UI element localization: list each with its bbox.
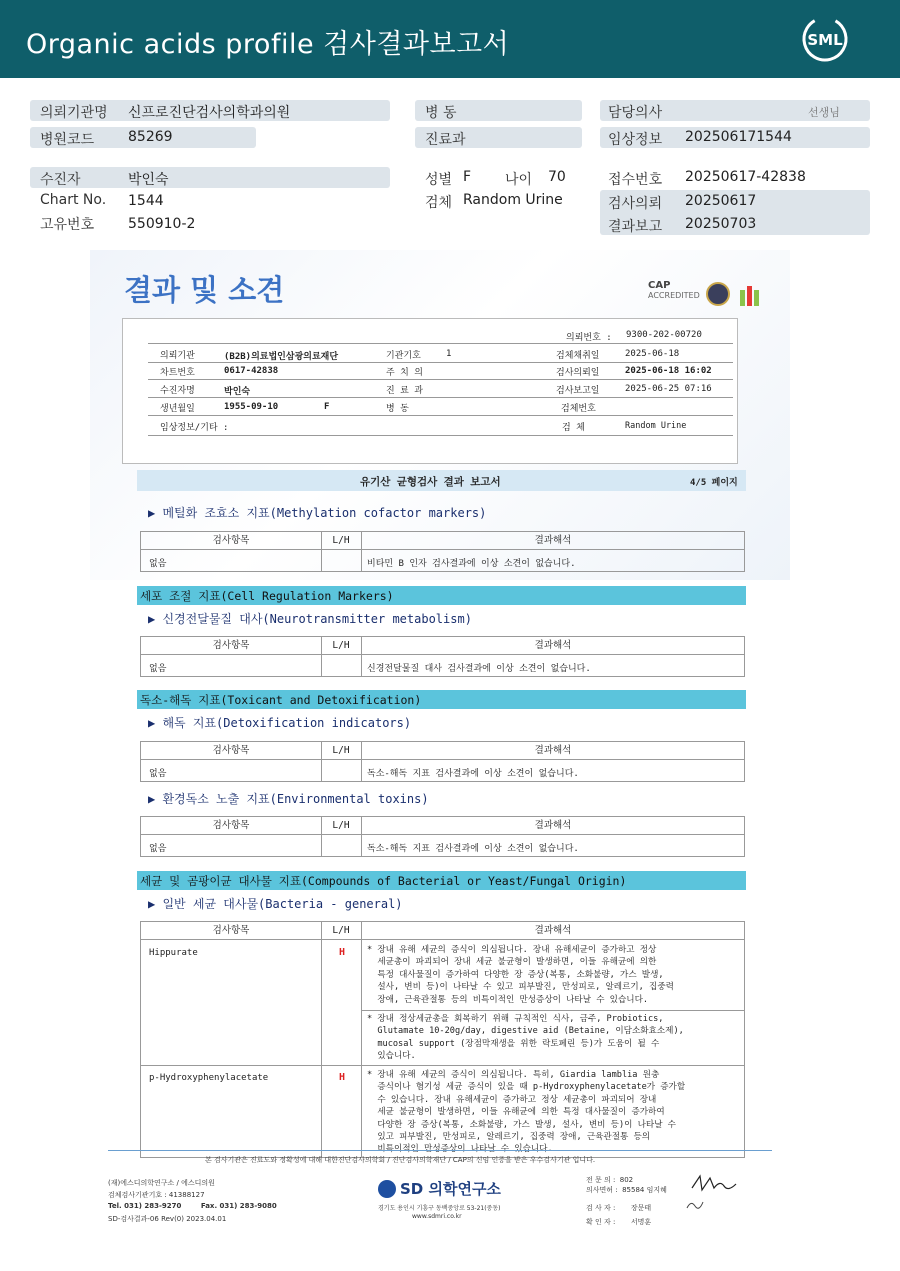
hpa-item: p-Hydroxyphenylacetate [149,1073,269,1083]
patient-value: 박인숙 [128,172,169,188]
row4-l3: 검체번호 [561,404,596,414]
rule [321,922,322,1157]
rule [141,939,744,940]
rule [361,817,362,856]
rule [141,654,744,655]
clinical-label: 임상정보 [608,132,663,148]
rule [141,549,744,550]
hosp-code-value: 85269 [128,129,173,145]
doctor-signature [690,1172,740,1194]
dept-label: 진료과 [425,132,466,148]
specimen-label: 검체 [425,195,453,211]
env-text: 독소-해독 지표 검사결과에 이상 소견이 없습니다. [367,844,579,854]
hippurate-item: Hippurate [149,948,198,958]
row3-v1: 박인숙 [224,387,251,397]
page-indicator: 4/5 페이지 [690,478,738,488]
row4-l1: 생년월일 [160,404,195,414]
hpa-flag: H [339,1072,346,1083]
rule [361,742,362,781]
cell-regulation-title: 세포 조절 지표(Cell Regulation Markers) [140,589,394,603]
hippurate-para2: * 장내 정상세균총을 회복하기 위해 규칙적인 식사, 금주, Probiotics, Glutamate 10-20g/day, digestive aid (Betaine, 이담소화효소제), mucosal support (장점막재생을 위한 락토페린 등)가 도움이 될 수 있습니다. [367,1014,684,1062]
bacteria-general-heading: ▶ 일반 세균 대사물(Bacteria - general) [148,897,403,911]
methylation-item: 없음 [149,559,167,569]
rule [321,532,322,571]
id-value: 550910-2 [128,216,196,232]
footer-notice: 본 검사기관은 진료도와 정확성에 대해 대한진단검사의학회 / 진단검사의학재단 / CAP의 신임 인증을 받은 우수검사기관 입니다. [205,1156,596,1164]
row3-l2: 진 료 과 [386,386,423,396]
chart-value: 1544 [128,193,164,209]
doctor-label: 담당의사 [608,105,663,121]
col-item: 검사항목 [212,535,250,546]
col-interp: 결과해석 [534,925,572,936]
neuro-heading: ▶ 신경전달물질 대사(Neurotransmitter metabolism) [148,612,472,626]
hosp-code-label: 병원코드 [40,132,95,148]
hippurate-flag: H [339,947,346,958]
neuro-text: 신경전달물질 대사 검사결과에 이상 소견이 없습니다. [367,664,591,674]
methylation-text: 비타민 B 인자 검사결과에 이상 소견이 없습니다. [367,559,576,569]
clinical-other-label: 임상정보/기타 : [160,423,229,433]
row2-l1: 차트번호 [160,368,195,378]
req-org-label: 의뢰기관명 [40,105,108,121]
row1-l1: 의뢰기관 [160,351,195,361]
receipt-value: 20250617-42838 [685,169,806,185]
col-interp: 결과해석 [534,745,572,756]
detox-item: 없음 [149,769,167,779]
toxicant-title: 독소-해독 지표(Toxicant and Detoxification) [140,693,422,707]
req-no-value: 9300-202-00720 [626,330,702,340]
footer-right-3: 검 사 자 : 장문태 [586,1204,652,1212]
req-no-label: 의뢰번호 : [566,333,612,343]
report-date-label: 결과보고 [608,219,663,235]
tester-signature [685,1198,705,1212]
rule [148,415,733,416]
row1-v1: (B2B)의료법인삼광의료재단 [224,352,339,362]
req-org-value: 신프로진단검사의학과의원 [128,105,291,121]
sd-logo-icon [378,1180,396,1198]
result-title: 결과 및 소견 [124,273,285,307]
env-item: 없음 [149,844,167,854]
hippurate-para1: * 장내 유해 세균의 증식이 의심됩니다. 장내 유해세균이 증가하고 정상 세균총이 파괴되어 장내 세균 불균형이 발생하면, 이들 유해균에 의한 특정 대사물질이 증가하여 다양한 장 증상(복통, 소화불량, 가스 발생, 설사, 변비 등)이 나타날 수 있고 피부발진, 만성피로, 알레르기, 집중력 장애, 근육관절통 등의 비특이적인 만성증상이 나타날 수 있습니다. [367,945,674,1005]
row3-l1: 수진자명 [160,386,195,396]
footer-left-4: SD-검사결과-06 Rev(0) 2023.04.01 [108,1215,227,1223]
col-lh: L/H [332,535,350,546]
scan-specimen-label: 검 체 [562,423,585,433]
row2-l3: 검사의뢰일 [556,368,600,378]
col-lh: L/H [332,820,350,831]
scan-specimen-value: Random Urine [625,421,687,431]
rule [361,1010,744,1011]
ward-label: 병 동 [425,105,457,121]
footer-left-2: 검체검사기관기호 : 41388127 [108,1191,205,1199]
row2-l2: 주 치 의 [386,368,423,378]
chart-label: Chart No. [40,192,107,208]
col-lh: L/H [332,745,350,756]
row2-v3: 2025-06-18 16:02 [625,366,712,376]
neuro-item: 없음 [149,664,167,674]
sex-label: 성별 [425,172,453,188]
rule [361,922,362,1157]
col-item: 검사항목 [212,820,250,831]
rule [321,637,322,676]
row2-v1: 0617-42838 [224,366,279,376]
patient-bar [30,167,390,188]
row4-v1: 1955-09-10 [224,402,279,412]
col-lh: L/H [332,640,350,651]
col-item: 검사항목 [212,925,250,936]
id-label: 고유번호 [40,217,95,233]
bacteria-table [140,921,745,1158]
report-date-value: 20250703 [685,216,757,232]
footer-right-2: 의사면허 : 85584 임지혜 [586,1186,667,1194]
footer-left-1: (재)에스디의학연구소 / 에스디의원 [108,1179,215,1187]
footer-right-1: 전 문 의 : 802 [586,1176,634,1184]
row1-v3: 2025-06-18 [625,349,680,359]
rule [361,532,362,571]
row3-l3: 검사보고일 [556,386,600,396]
detox-text: 독소-해독 지표 검사결과에 이상 소견이 없습니다. [367,769,579,779]
patient-label: 수진자 [40,172,81,188]
row4-l2: 병 동 [386,404,409,414]
req-date-value: 20250617 [685,193,757,209]
footer-web: www.sdmri.co.kr [412,1213,462,1220]
footer-brand: SD 의학연구소 [400,1180,501,1198]
rule [148,435,733,436]
sml-logo [797,14,853,64]
row1-l3: 검체채취일 [556,351,600,361]
env-heading: ▶ 환경독소 노출 지표(Environmental toxins) [148,792,429,806]
bacteria-title: 세균 및 곰팡이균 대사물 지표(Compounds of Bacterial or Yeast/Fungal Origin) [140,874,627,888]
detox-table [140,741,745,782]
rule [141,1065,744,1066]
neuro-table [140,636,745,677]
row1-l2: 기관기호 [386,351,421,361]
methylation-heading: ▶ 메틸화 조효소 지표(Methylation cofactor markers) [148,506,487,520]
rule [141,759,744,760]
col-item: 검사항목 [212,745,250,756]
specimen-value: Random Urine [463,192,563,208]
footer-right-4: 확 인 자 : 서명훈 [586,1218,652,1226]
col-item: 검사항목 [212,640,250,651]
req-date-label: 검사의뢰 [608,196,663,212]
clinical-value: 202506171544 [685,129,792,145]
cap-badge: CAP ACCREDITED [648,280,700,300]
hpa-para: * 장내 유해 세균의 증식이 의심됩니다. 특히, Giardia lamblia 원충 증식이나 혐기성 세균 증식이 있을 때 p-Hydroxyphenylacetate가 증가할 수 있습니다. 장내 유해세균이 증가하고 정상 세균총이 파괴되어 장내 세균 불균형이 발생하면, 이들 유해균에 의한 특정 대사물질이 증가하여 다양한 장 증상(복통, 소화불량, 가스 발생, 설사, 변비 등)이 나타날 수 있고 피부발진, 만성피로, 알레르기, 집중력 장애, 근육관절통 등의 [367,1070,686,1143]
seal-icon [706,282,730,306]
methylation-table [140,531,745,572]
footer-left-3: Tel. 031) 283-9270 Fax. 031) 283-9080 [108,1202,277,1210]
detox-heading: ▶ 해독 지표(Detoxification indicators) [148,716,412,730]
rule [141,834,744,835]
rule [321,742,322,781]
row3-v3: 2025-06-25 07:16 [625,384,712,394]
rule [148,362,733,363]
sex-value: F [463,169,472,185]
age-label: 나이 [505,172,533,188]
col-interp: 결과해석 [534,640,572,651]
rule [148,343,733,344]
rule [148,379,733,380]
col-interp: 결과해석 [534,820,572,831]
page-title: Organic acids profile 검사결과보고서 [26,29,510,60]
footer-address: 경기도 용인시 기흥구 동백중앙로 53-21(중동) [378,1205,501,1212]
row4-v1b: F [324,402,330,412]
col-lh: L/H [332,925,350,936]
rule [321,817,322,856]
kolm-icon [738,284,760,306]
age-value: 70 [548,169,566,185]
report-title: 유기산 균형검사 결과 보고서 [360,476,501,488]
env-table [140,816,745,857]
doctor-suffix: 선생님 [808,106,840,119]
col-interp: 결과해석 [534,535,572,546]
rule [108,1150,772,1151]
rule [361,637,362,676]
receipt-label: 접수번호 [608,172,663,188]
logo-text: SML [807,31,843,49]
row1-v2: 1 [446,349,452,359]
rule [148,397,733,398]
